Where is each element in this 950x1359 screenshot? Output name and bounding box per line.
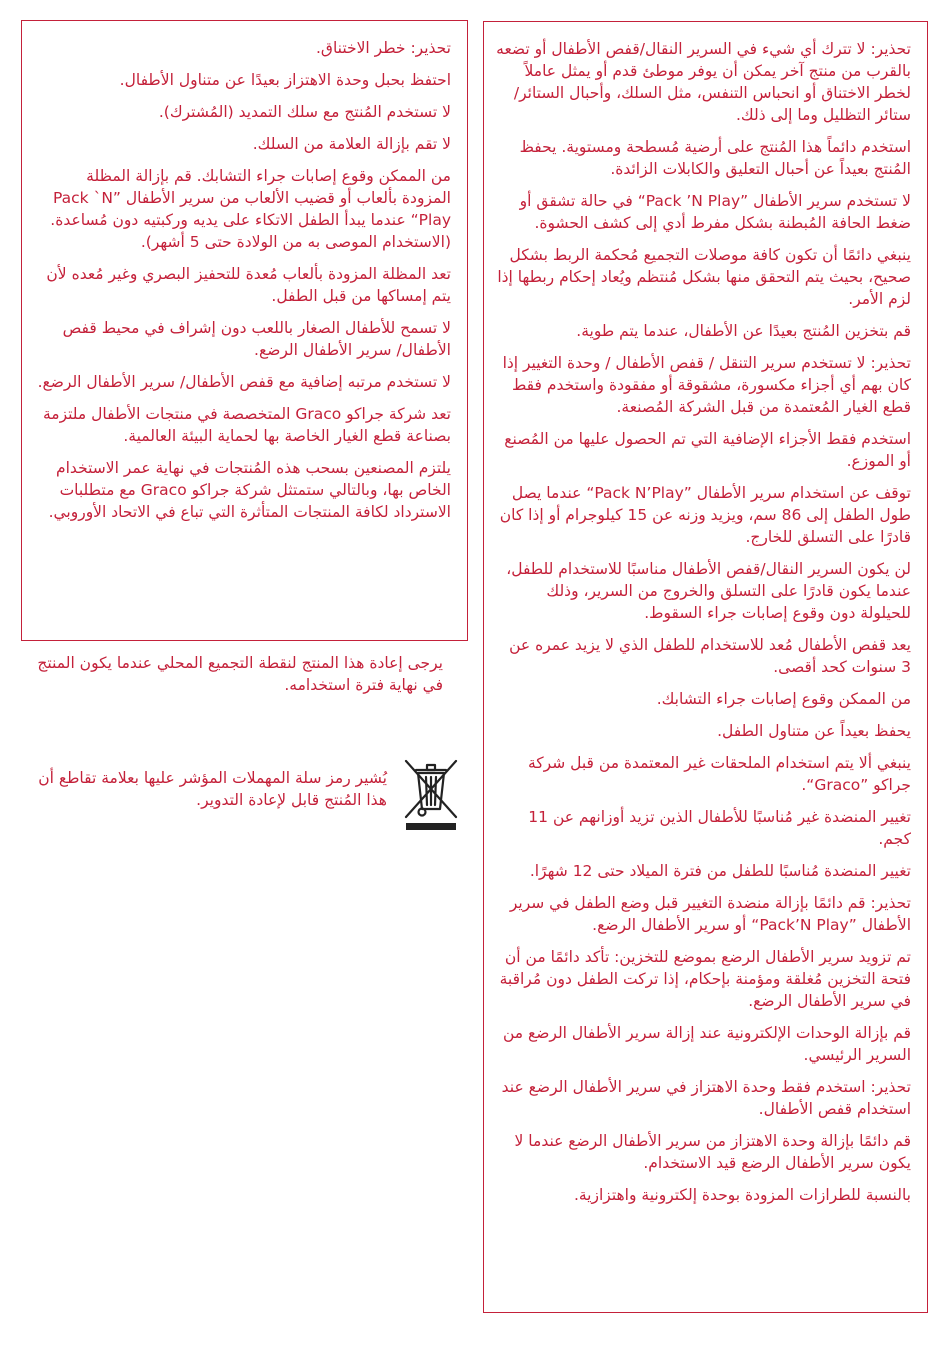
paragraph: تعد المظلة المزودة بألعاب مُعدة للتحفيز البصري وغير مُعده لأن يتم إمساكها من قبل الطفل. bbox=[46, 265, 451, 305]
paragraph: تغيير المنضدة مُناسبًا للطفل من فترة الميلاد حتى 12 شهرًا. bbox=[529, 862, 911, 880]
paragraph: تحذير: لا تستخدم سرير التنقل / قفص الأطفال / وحدة التغيير إذا كان بهم أي أجزاء مكسورة، مشقوقة أو مفقودة واستخدم فقط قطع الغيار المُعتمدة من قبل الشركة المُصنعة. bbox=[502, 354, 911, 416]
paragraph: بالنسبة للطرازات المزودة بوحدة إلكترونية واهتزازية. bbox=[573, 1186, 911, 1204]
paragraph: قم بإزالة الوحدات الإلكترونية عند إزالة سرير الأطفال الرضع من السرير الرئيسي. bbox=[502, 1024, 911, 1064]
paragraph: تحذير: استخدم فقط وحدة الاهتزاز في سرير الأطفال الرضع عند استخدام قفص الأطفال. bbox=[501, 1078, 911, 1118]
paragraph: تم تزويد سرير الأطفال الرضع بموضع للتخزين: تأكد دائمًا من أن فتحة التخزين مُغلقة ومؤمنة بإحكام، إذا تركت الطفل دون مُراقبة في سرير الأطفال الرضع. bbox=[499, 948, 911, 1010]
paragraph: قم بتخزين المُنتج بعيدًا عن الأطفال، عندما يتم طوية. bbox=[576, 322, 911, 340]
paragraph: لا تستخدم المُنتج مع سلك التمديد (المُشترك). bbox=[158, 103, 451, 121]
paragraph: قم دائمًا بإزالة وحدة الاهتزاز من سرير الأطفال الرضع عندما لا يكون سرير الأطفال الرضع قيد الاستخدام. bbox=[514, 1132, 911, 1172]
paragraph: احتفظ بحبل وحدة الاهتزاز بعيدًا عن متناول الأطفال. bbox=[119, 71, 451, 89]
paragraph: لن يكون السرير النقال/قفص الأطفال مناسبًا للاستخدام للطفل، عندما يكون قادرًا على التسلق والخروج من السرير، وذلك للحيلولة دون وقوع إصابات جراء السقوط. bbox=[506, 560, 911, 622]
paragraph: لا تستخدم سرير الأطفال ”Pack ’N Play“ في حالة تشقق أو ضغط الحافة المُبطنة بشكل مفرط أدي إلى كشف الحشوة. bbox=[519, 192, 911, 232]
paragraph: استخدم دائماً هذا المُنتج على أرضية مُسطحة ومستوية. يحفظ المُنتج بعيداً عن أحبال التعليق والكابلات الزائدة. bbox=[519, 138, 911, 178]
paragraph: من الممكن وقوع إصابات جراء التشابك. قم بإزالة المظلة المزودة بألعاب أو قضيب الألعاب من سرير الأطفال ”Pack `N Play“ عندما يبدأ الطفل الاتكاء على يديه وركبتيه دون مُساعدة. (الاستخدام الموصى به من الولادة حتى 5 أشهر). bbox=[50, 167, 451, 251]
paragraph: ينبغي دائمًا أن تكون كافة موصلات التجميع مُحكمة الربط بشكل صحيح، بحيث يتم التحقق منها بشكل مُنتظم ويُعاد إحكام ربطها إذا لزم الأمر. bbox=[497, 246, 911, 308]
weee-note-text: يُشير رمز سلة المهملات المؤشر عليها بعلامة تقاطع أن هذا المُنتج قابل لإعادة التدوير. bbox=[38, 769, 387, 809]
paragraph: لا تقم بإزالة العلامة من السلك. bbox=[252, 135, 451, 153]
warnings-box-left bbox=[21, 20, 468, 641]
weee-note bbox=[30, 767, 387, 811]
paragraph: لا تستخدم مرتبه إضافية مع قفص الأطفال/ سرير الأطفال الرضع. bbox=[37, 373, 451, 391]
paragraph: استخدم فقط الأجزاء الإضافية التي تم الحصول عليها من المُصنع أو الموزع. bbox=[504, 430, 911, 470]
paragraph: تحذير: قم دائمًا بإزالة منضدة التغيير قبل وضع الطفل في سرير الأطفال ”Pack’N Play“ أو سرير الأطفال الرضع. bbox=[509, 894, 911, 934]
paragraph: تغيير المنضدة غير مُناسبًا للأطفال الذين تزيد أوزانهم عن 11 كجم. bbox=[528, 808, 911, 848]
weee-section bbox=[30, 755, 463, 835]
warnings-box-right bbox=[483, 21, 928, 1313]
paragraph: تعد شركة جراكو Graco المتخصصة في منتجات الأطفال ملتزمة بصناعة قطع الغيار الخاصة بها لحماية البيئة العالمية. bbox=[42, 405, 451, 445]
paragraph: ينبغي ألا يتم استخدام الملحقات غير المعتمدة من قبل شركة جراكو ”Graco“. bbox=[527, 754, 911, 794]
crossed-out-wheelie-bin-icon bbox=[402, 757, 460, 833]
paragraph: من الممكن وقوع إصابات جراء التشابك. bbox=[656, 690, 911, 708]
paragraph: تحذير: خطر الاختناق. bbox=[315, 39, 451, 57]
paragraph: تحذير: لا تترك أي شيء في السرير النقال/قفص الأطفال أو تضعه بالقرب من منتج آخر يمكن أن يوفر موطئ قدم أو يمثل عاملاً لخطر الاختناق أو انحباس التنفس، مثل السلك، وأحبال الستائر/ستائر التظليل وما إلى ذلك. bbox=[496, 40, 911, 124]
recycle-note bbox=[30, 652, 455, 696]
paragraph: يلتزم المصنعين بسحب هذه المُنتجات في نهاية عمر الاستخدام الخاص بها، وبالتالي ستمتثل شركة جراكو Graco مع متطلبات الاسترداد لكافة المنتجات المتأثرة التي تباع في الاتحاد الأوروبي. bbox=[48, 459, 451, 521]
paragraph: يحفظ بعيداً عن متناول الطفل. bbox=[717, 722, 911, 740]
recycle-note-text: يرجى إعادة هذا المنتج لنقطة التجميع المحلي عندما يكون المنتج في نهاية فترة استخدامه. bbox=[37, 654, 443, 694]
paragraph: لا تسمح للأطفال الصغار باللعب دون إشراف في محيط قفص الأطفال/ سرير الأطفال الرضع. bbox=[62, 319, 451, 359]
paragraph: يعد قفص الأطفال مُعد للاستخدام للطفل الذي لا يزيد عمره عن 3 سنوات كحد أقصى. bbox=[509, 636, 911, 676]
paragraph: توقف عن استخدام سرير الأطفال ”Pack N’Play“ عندما يصل طول الطفل إلى 86 سم، ويزيد وزنه عن 15 كيلوجرام أو إذا كان قادرًا على التسلق للخارج. bbox=[499, 484, 911, 546]
